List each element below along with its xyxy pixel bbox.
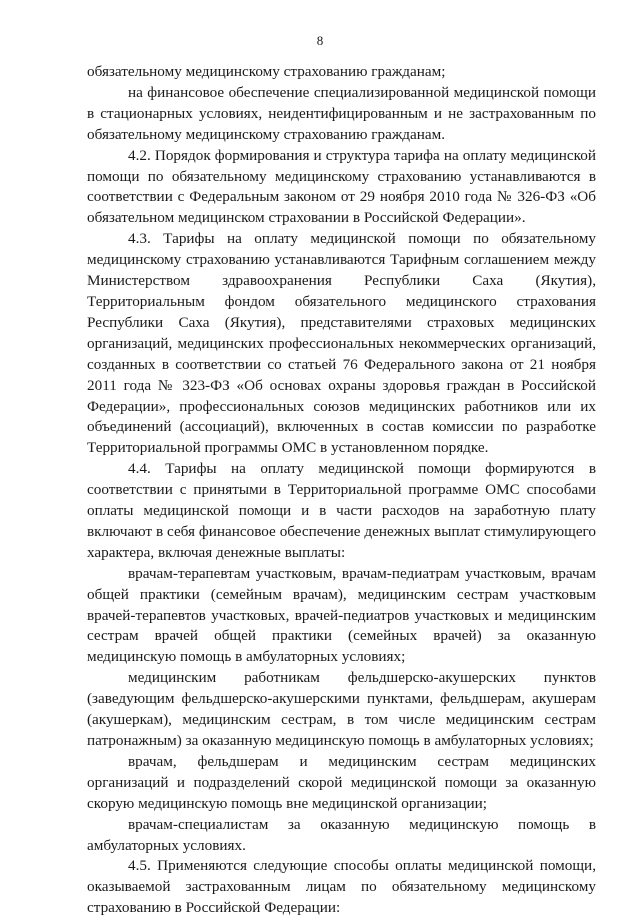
paragraph-4-4: 4.4. Тарифы на оплату медицинской помощи формируются в соответствии с принятыми в Территориальной программе ОМС способами оплаты медицинской помощи и в части расходов на заработную плату включают в себя финансовое обеспечение денежных выплат стимулирующего характера, включая денежные выплаты: xyxy=(87,460,596,561)
paragraph-4-3: 4.3. Тарифы на оплату медицинской помощи по обязательному медицинскому страхованию устанавливаются Тарифным соглашением между Министерством здравоохранения Республики Саха (Якутия), Территориальным фондом обязательного медицинского страхования Республики Саха (Якутия), представителями страховых медицинских организаций, медицинских профессиональных некоммерческих организаций, созданных в соответствии со статьей 76 Федерального закона от 21 ноября 2011 года № 323-ФЗ «Об основах охраны здоровья граждан в Российской Федерации», профессиональных союзов медицинских работников или их объединений (ассоциаций), включенных в состав комиссии по разработке Территориальной программы ОМС в установленном порядке. xyxy=(87,230,596,457)
document-body xyxy=(87,62,596,919)
paragraph-4-5: 4.5. Применяются следующие способы оплаты медицинской помощи, оказываемой застрахованным лицам по обязательному медицинскому страхованию в Российской Федерации: xyxy=(87,857,596,917)
paragraph-continuation: обязательному медицинскому страхованию гражданам; xyxy=(87,63,446,80)
paragraph-specialized-care: на финансовое обеспечение специализированной медицинской помощи в стационарных условиях, неидентифицированным и не застрахованным по обязательному медицинскому страхованию гражданам. xyxy=(87,83,596,143)
paragraph-feldsher-stations: медицинским работникам фельдшерско-акушерских пунктов (заведующим фельдшерско-акушерскими пунктами, фельдшерам, акушерам (акушеркам), медицинским сестрам, в том числе медицинским сестрам патронажным) за оказанную медицинскую помощь в амбулаторных условиях; xyxy=(87,669,596,749)
paragraph-4-2: 4.2. Порядок формирования и структура тарифа на оплату медицинской помощи по обязательному медицинскому страхованию устанавливаются в соответствии с Федеральным законом от 29 ноября 2010 года № 326-ФЗ «Об обязательном медицинском страховании в Российской Федерации». xyxy=(87,146,596,227)
paragraph-emergency-care: врачам, фельдшерам и медицинским сестрам медицинских организаций и подразделений скорой медицинской помощи за оказанную скорую медицинскую помощь вне медицинской организации; xyxy=(87,752,596,812)
paragraph-specialists: врачам-специалистам за оказанную медицинскую помощь в амбулаторных условиях. xyxy=(87,815,596,854)
paragraph-therapists: врачам-терапевтам участковым, врачам-педиатрам участковым, врачам общей практики (семейным врачам), медицинским сестрам участковым врачей-терапевтов участковых, врачей-педиатров участковых и медицинским сестрам врачей общей практики (семейных врачей) за оказанную медицинскую помощь в амбулаторных условиях; xyxy=(87,564,596,666)
page-number: 8 xyxy=(316,33,324,48)
